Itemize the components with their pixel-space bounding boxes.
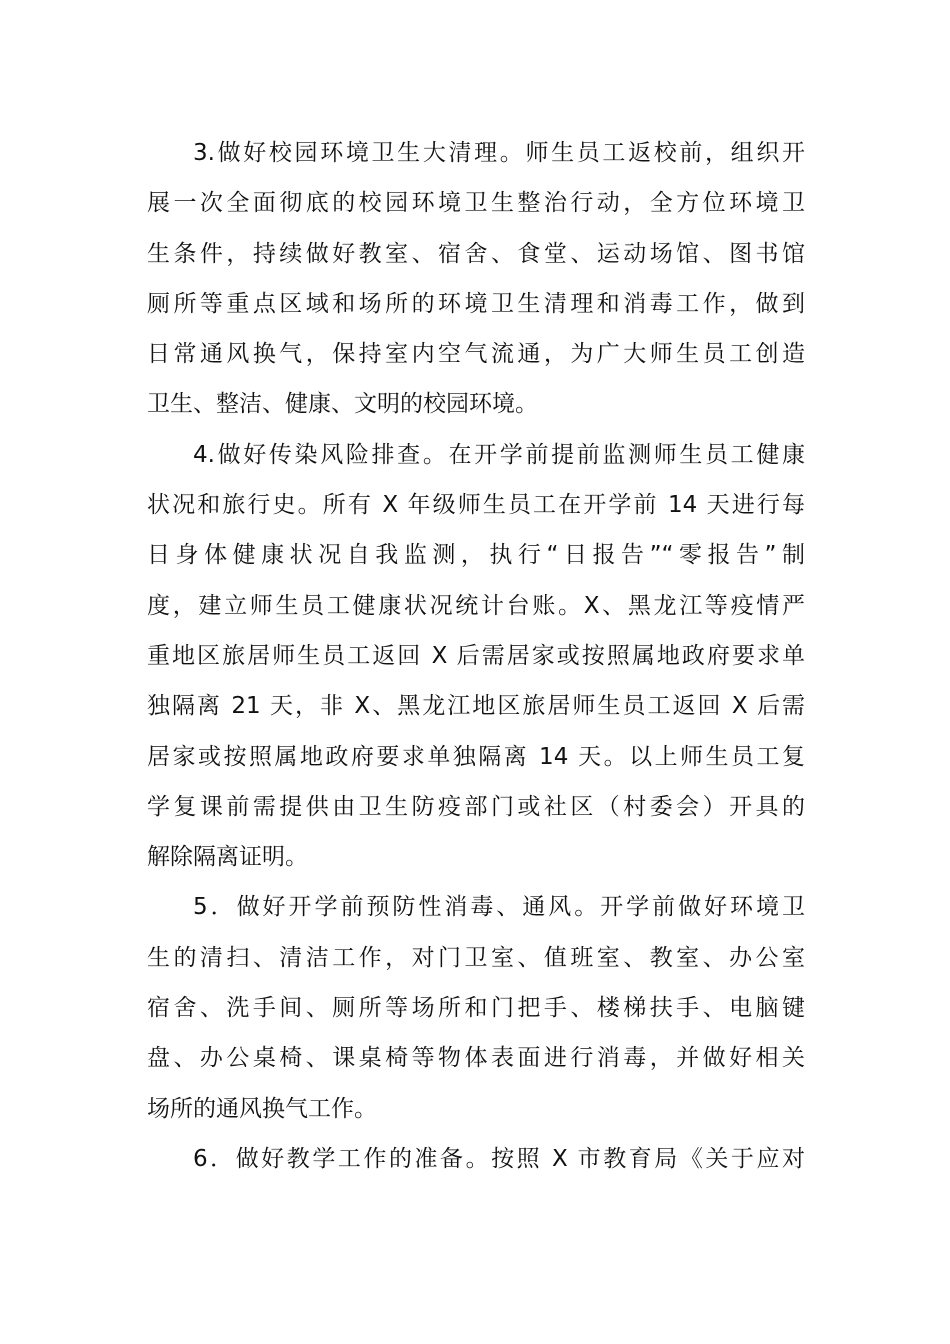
paragraph-line: 6．做好教学工作的准备。按照 X 市教育局《关于应对 (193, 1145, 805, 1172)
paragraph-line: 展一次全面彻底的校园环境卫生整治行动，全方位环境卫 (147, 190, 805, 217)
paragraph-line: 日身体健康状况自我监测，执行“日报告”“零报告”制 (147, 542, 805, 569)
paragraph-line: 5．做好开学前预防性消毒、通风。开学前做好环境卫 (193, 894, 805, 921)
paragraph-line: 3.做好校园环境卫生大清理。师生员工返校前，组织开 (193, 140, 805, 166)
paragraph-6 (147, 1134, 805, 1184)
paragraph-line: 日常通风换气，保持室内空气流通，为广大师生员工创造 (147, 341, 805, 368)
paragraph-line: 4.做好传染风险排查。在开学前提前监测师生员工健康 (193, 441, 805, 468)
paragraph-4 (147, 430, 805, 883)
paragraph-line: 生条件，持续做好教室、宿舍、食堂、运动场馆、图书馆 (147, 240, 805, 267)
paragraph-line: 重地区旅居师生员工返回 X 后需居家或按照属地政府要求单 (147, 642, 805, 669)
paragraph-line: 盘、办公桌椅、课桌椅等物体表面进行消毒，并做好相关 (147, 1045, 805, 1072)
paragraph-line: 生的清扫、清洁工作，对门卫室、值班室、教室、办公室 (147, 944, 805, 971)
paragraph-line: 居家或按照属地政府要求单独隔离 14 天。以上师生员工复 (147, 743, 805, 770)
paragraph-line: 解除隔离证明。 (147, 844, 308, 871)
paragraph-line: 厕所等重点区域和场所的环境卫生清理和消毒工作，做到 (147, 290, 805, 317)
paragraph-line: 学复课前需提供由卫生防疫部门或社区（村委会）开具的 (147, 793, 805, 820)
paragraph-line: 度，建立师生员工健康状况统计台账。X、黑龙江等疫情严 (147, 592, 805, 619)
paragraph-3 (147, 128, 805, 430)
paragraph-line: 独隔离 21 天，非 X、黑龙江地区旅居师生员工返回 X 后需 (147, 693, 805, 720)
paragraph-5 (147, 882, 805, 1133)
paragraph-line: 宿舍、洗手间、厕所等场所和门把手、楼梯扶手、电脑键 (147, 995, 805, 1022)
paragraph-line: 状况和旅行史。所有 X 年级师生员工在开学前 14 天进行每 (147, 492, 805, 519)
paragraph-line: 场所的通风换气工作。 (147, 1095, 377, 1122)
document-body (147, 128, 805, 1184)
paragraph-line: 卫生、整洁、健康、文明的校园环境。 (147, 391, 538, 418)
